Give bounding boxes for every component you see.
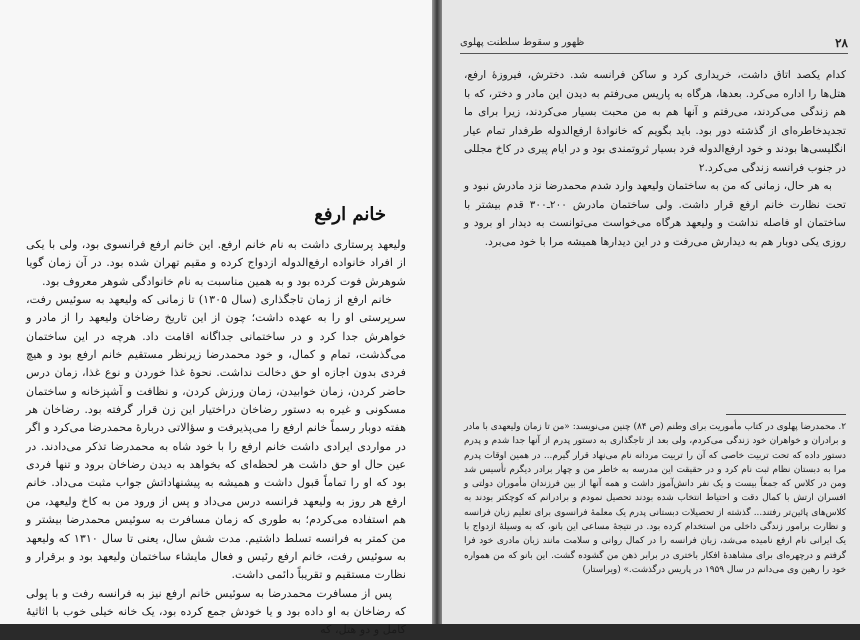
right-page-body — [464, 66, 846, 251]
right-page — [442, 0, 860, 624]
left-page-body — [26, 236, 406, 640]
section-title: خانم ارفع — [314, 204, 386, 225]
right-paragraph-2: به هر حال، زمانی که من به ساختمان ولیعهد وارد شدم محمدرضا نزد مادرش نبود و تحت نظارت خانم ارفع قرار داشت. ولی ساختمان مادرش ۲۰۰ـ۳۰۰ قدم بیشتر با ساختمان او فاصله نداشت و ولیعهد هرگاه می‌خواست می‌توانست به دیدار او برود و روزی یکی دوبار هم به دیدارش می‌رفت و در این دیدارها همیشه مرا با خود می‌برد. — [464, 180, 846, 248]
footnote — [464, 420, 846, 577]
running-head — [460, 36, 848, 54]
right-paragraph-1: کدام یکصد اتاق داشت، خریداری کرد و ساکن فرانسه شد. دخترش، فیروزهٔ ارفع، هتل‌ها را اداره می‌کرد. بعدها، هرگاه به پاریس می‌رفتم به دیدن این مادر و دختر، که با هم زندگی می‌کردند، می‌رفتم و آنها هم به من محبت بسیار می‌کردند، زیرا برای ما تجدیدخاطره‌ای از گذشته دور بود. باید بگویم که خانوادهٔ ارفع‌الدوله طرفدار تمام عیار انگلیسی‌ها بودند و خود ارفع‌الدوله فرد بسیار ثروتمندی بود و در ایام پیری در کاخ مجللی در جنوب فرانسه زندگی می‌کرد.۲ — [464, 69, 846, 174]
footnote-text: ۲. محمدرضا پهلوی در کتاب مأموریت برای وطنم (ص ۸۴) چنین می‌نویسد: «من تا زمان ولیعهدی با مادر و برادران و خواهران خود زندگی می‌کردم، ولی بعد از تاجگذاری به دستور پدرم از آنها جدا شدم و پدرم دستور داده که تحت تربیت خاصی که آن را تربیت مردانه نام می‌نهاد قرار گیرم... در همین اوقات پدرم مرا به دبستان نظام ثبت نام کرد و در حقیقت این مدرسه به خاطر من و چهار برادر دیگرم تأسیس شد ومن در کلاس که جمعاً بیست و یک نفر دانش‌آموز داشت و همه آنها از بین فرزندان مأموران دولتی و افسران ارتش با کمال دقت و احتیاط انتخاب شده بودند تحصیل نمودم و برادرانم که کوچکتر بودند به کلاس‌های پائین‌تر رفتند... گذشته از تحصیلات دبستانی پدرم یک معلمهٔ فرانسوی برای تعلیم زبان فرانسه و نظارت برامور زندگی داخلی من استخدام کرده بود. در نتیجهٔ مساعی این بانو، که به وسیلهٔ ازدواج با یک ایرانی نام ارفع نامیده می‌شد، زبان فرانسه را در کمال روانی و سلامت مانند زبان مادری خود فرا گرفتم و درچهره‌ای برای مشاهدهٔ افکار باختری در برابر ذهن من گشوده گشت. این بانو که من همواره خود را رهین وی می‌دانم در سال ۱۹۵۹ در پاریس درگذشت.» (ویراستار) — [464, 422, 846, 575]
left-paragraph-1: ولیعهد پرستاری داشت به نام خانم ارفع. این خانم ارفع فرانسوی بود، ولی با یکی از افراد خانواده ارفع‌الدوله ازدواج کرده و مقیم تهران شده بود. در آن زمان گویا شوهرش فوت کرده بود و به همین مناسبت به نام خانوادگی شوهر معروف بود. — [26, 238, 406, 288]
left-paragraph-3: پس از مسافرت محمدرضا به سوئیس خانم ارفع نیز به فرانسه رفت و با پولی که رضاخان به او داده بود و یا خودش جمع کرده بود، یک خانه خیلی خوب با اثاثیهٔ کامل و دو هتل، که — [26, 586, 406, 637]
left-paragraph-2: خانم ارفع از زمان تاجگذاری (سال ۱۳۰۵) تا زمانی که ولیعهد به سوئیس رفت، سرپرستی او را به عهده داشت؛ چون از این تاریخ رضاخان ولیعهد را از مادر و خواهرش جدا کرد و در ساختمانی جداگانه اقامت داد. هرچه در این ساختمان می‌گذشت، تمام و کمال، و خود محمدرضا زیرنظر مستقیم خانم ارفع بود و هیچ فردی بدون اجازه او حق دخالت نداشت. نحوهٔ غذا خوردن و نوع غذا، زمان درس حاضر کردن، زمان خوابیدن، زمان ورزش کردن، و نظافت و آشپزخانه و ساختمان مسکونی و غیره به دستور رضاخان دراختیار این زن قرار گرفته بود. رضاخان هر هفته دوبار رسماً خانم ارفع را می‌پذیرفت و سؤالاتی دربارهٔ محمدرضا می‌کرد و اگر در مواردی ایرادی داشت خانم ارفع را با خود شاه به محمدرضا تذکر می‌دادند. در عین حال او حق داشت هر لحظه‌ای که بخواهد به دیدن رضاخان برود و تنها فردی بود که او را تماماً قبول داشت و همیشه به پیشنهاداتش جواب مثبت می‌داد. خانم ارفع هر روز به ولیعهد فرانسه درس می‌داد و پس از ورود من به کاخ ولیعهد، من هم استفاده می‌کردم؛ به طوری که زمان مسافرت به سوئیس محمدرضا بیشتر و من کمتر به فرانسه تسلط داشتیم. مدت شش سال، یعنی تا سال ۱۳۱۰ که ولیعهد به سوئیس رفت، خانم ارفع رئیس و فعال مایشاء ساختمان ولیعهد بود و برقرار و نظارت مستقیم و تقریباً دائمی داشت. — [26, 293, 406, 582]
book-gutter — [432, 0, 442, 624]
running-title: ظهور و سقوط سلطنت پهلوی — [460, 37, 585, 48]
page-number: ۲۸ — [835, 36, 848, 50]
left-page — [0, 0, 432, 637]
footnote-rule — [726, 414, 846, 415]
